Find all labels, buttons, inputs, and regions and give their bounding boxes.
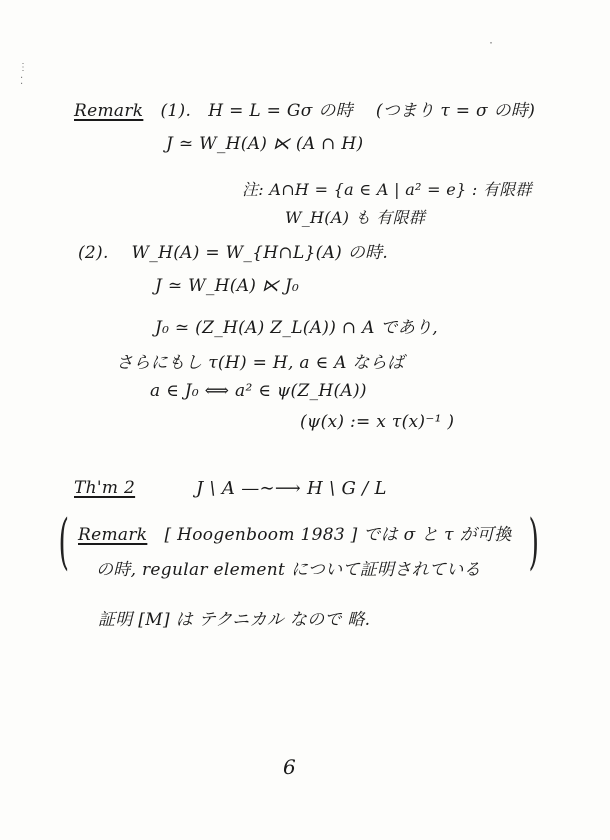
remark3-line2: の時, regular element について証明されている [96, 560, 481, 580]
remark-condition-note: (つまり τ = σ の時) [375, 101, 536, 121]
remark3-line1 [78, 520, 512, 545]
remark2-formula1: J ≃ W_H(A) ⋉ J₀ [155, 276, 300, 296]
remark1-formula: J ≃ W_H(A) ⋉ (A ∩ H) [166, 134, 364, 154]
remark2-condition: W_H(A) = W_{H∩L}(A) の時. [131, 243, 389, 263]
remark2-formula2: J₀ ≃ (Z_H(A) Z_L(A)) ∩ A であり, [155, 318, 439, 338]
remark-condition: H = L = Gσ の時 [208, 101, 353, 121]
remark2-further: さらにもし τ(H) = H, a ∈ A ならば [116, 353, 405, 373]
remark-label: Remark [74, 101, 144, 121]
remark1-heading-line [74, 96, 535, 121]
theorem-statement: J \ A —∼⟶ H \ G / L [196, 478, 387, 499]
theorem-label-text: Th'm 2 [74, 478, 136, 498]
page-number: 6 [283, 755, 296, 779]
corner-dot: · [488, 38, 495, 49]
remark-item-number: (2). [78, 243, 109, 263]
proof-note: 証明 [M] は テクニカル なので 略. [98, 610, 371, 630]
remark2-condition-line [78, 238, 388, 263]
remark-item-number: (1). [160, 101, 192, 121]
left-parenthesis: ( [58, 507, 69, 577]
right-parenthesis: ) [528, 507, 539, 577]
remark1-note1: 注: A∩H = {a ∈ A | a² = e} : 有限群 [242, 180, 532, 199]
remark2-psi-definition: (ψ(x) := x τ(x)⁻¹ ) [300, 412, 455, 432]
margin-mark: ⋮ [18, 62, 28, 73]
remark2-equivalence: a ∈ J₀ ⟺ a² ∈ ψ(Z_H(A)) [150, 381, 367, 401]
margin-mark: ⁚ [20, 76, 24, 87]
remark-label: Remark [78, 525, 148, 545]
remark3-citation: [ Hoogenboom 1983 ] では σ と τ が可換 [164, 525, 512, 545]
theorem-label [74, 478, 135, 498]
remark1-note2: W_H(A) も 有限群 [285, 208, 426, 227]
